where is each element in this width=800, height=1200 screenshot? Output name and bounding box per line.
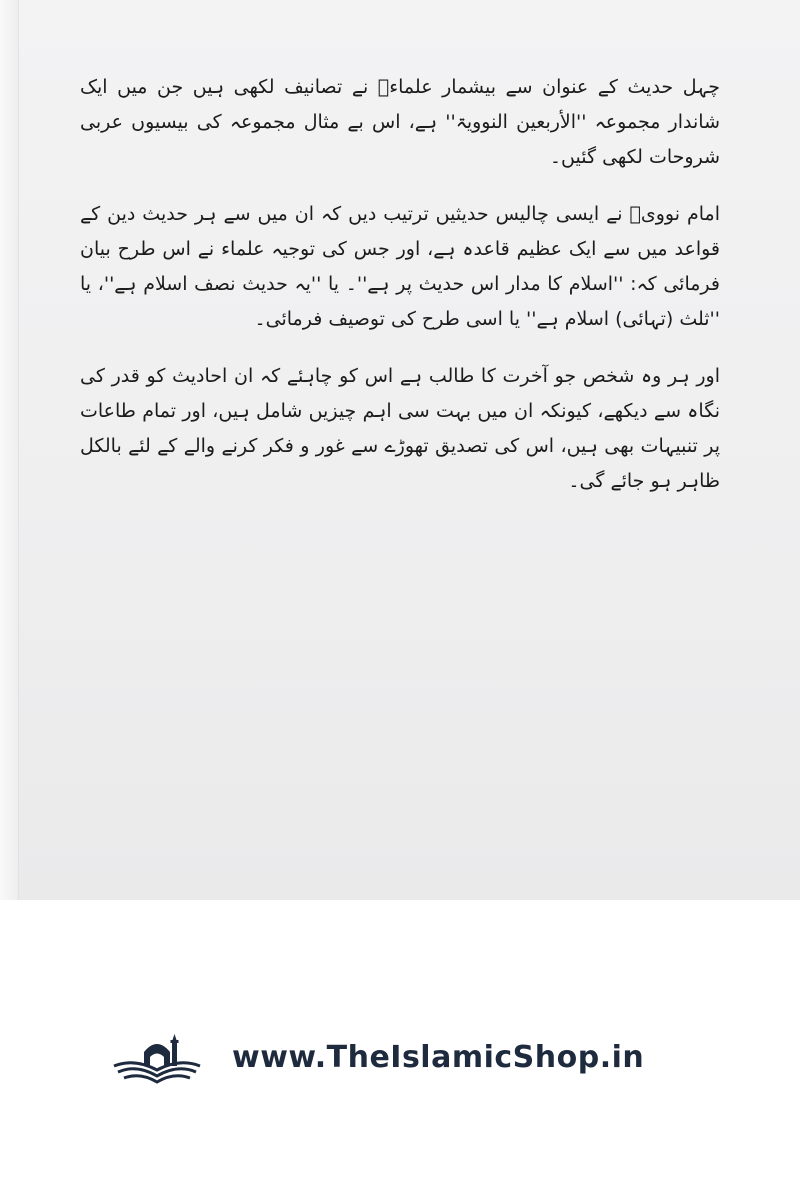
site-url[interactable]: www.TheIslamicShop.in <box>232 1040 645 1075</box>
paragraph-3: اور ہر وہ شخص جو آخرت کا طالب ہے اس کو چاہئے کہ ان احادیث کو قدر کی نگاہ سے دیکھے، کیونکہ ان میں بہت سی اہم چیزیں شامل ہیں، اور تمام طاعات پر تنبیہات بھی ہیں، اس کی تصدیق تھوڑے سے غور و فکر کرنے والے کے لئے بالکل ظاہر ہو جائے گی۔ <box>80 365 720 492</box>
page-edge <box>0 0 19 900</box>
book-mosque-logo-icon <box>108 1032 206 1088</box>
footer <box>0 1000 800 1120</box>
urdu-text-block <box>80 70 720 521</box>
paragraph-2: امام نوویؒ نے ایسی چالیس حدیثیں ترتیب دیں کہ ان میں سے ہر حدیث دین کے قواعد میں سے ایک عظیم قاعدہ ہے، اور جس کی توجیہ علماء نے اس طرح بیان فرمائی کہ: ''اسلام کا مدار اس حدیث پر ہے''۔ یا ''یہ حدیث نصف اسلام ہے''، یا ''ثلث (تہائی) اسلام ہے'' یا اسی طرح کی توصیف فرمائی۔ <box>80 203 720 330</box>
paragraph-1: چہل حدیث کے عنوان سے بیشمار علماءؒ نے تصانیف لکھی ہیں جن میں ایک شاندار مجموعہ ''الأربعین النوویۃ'' ہے، اس بے مثال مجموعہ کی بیسیوں عربی شروحات لکھی گئیں۔ <box>80 76 720 168</box>
